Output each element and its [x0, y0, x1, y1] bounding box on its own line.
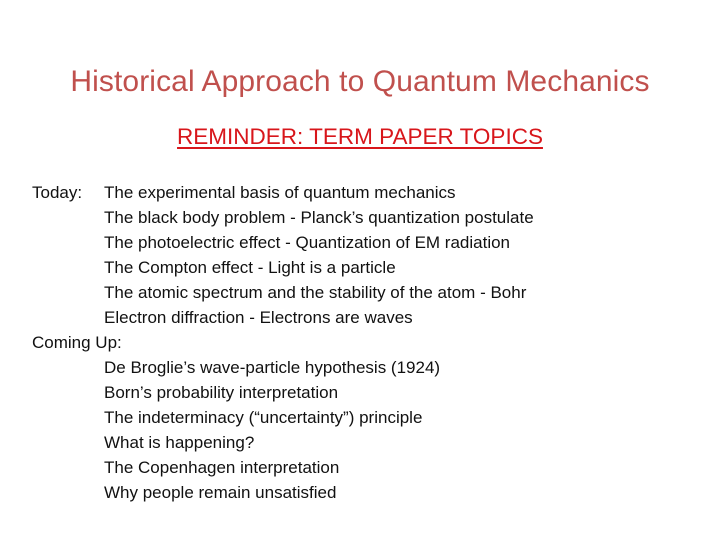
today-item: The black body problem - Planck’s quantization postulate — [104, 208, 534, 227]
slide-title: Historical Approach to Quantum Mechanics — [70, 65, 650, 98]
coming-up-row — [32, 455, 692, 480]
coming-up-item: The indeterminacy (“uncertainty”) principle — [104, 408, 423, 427]
today-item: The atomic spectrum and the stability of the atom - Bohr — [104, 283, 527, 302]
today-item: The Compton effect - Light is a particle — [104, 258, 396, 277]
today-row — [32, 305, 692, 330]
coming-up-row — [32, 480, 692, 505]
coming-up-row — [32, 405, 692, 430]
coming-up-row — [32, 380, 692, 405]
coming-up-item: Why people remain unsatisfied — [104, 483, 337, 502]
today-row — [32, 255, 692, 280]
today-row — [32, 205, 692, 230]
today-item: The photoelectric effect - Quantization of EM radiation — [104, 233, 511, 252]
today-row — [32, 230, 692, 255]
coming-up-label: Coming Up: — [32, 333, 122, 352]
coming-up-row — [32, 430, 692, 455]
coming-up-row — [32, 330, 692, 355]
slide-subtitle — [0, 122, 720, 152]
coming-up-item: De Broglie’s wave-particle hypothesis (1924) — [104, 358, 441, 377]
coming-up-item: The Copenhagen interpretation — [104, 458, 340, 477]
today-row — [32, 180, 692, 205]
today-row — [32, 280, 692, 305]
today-item: Electron diffraction - Electrons are waves — [104, 308, 413, 327]
coming-up-row — [32, 355, 692, 380]
coming-up-item: Born’s probability interpretation — [104, 383, 339, 402]
topic-list — [32, 180, 692, 505]
term-paper-topics-heading: REMINDER: TERM PAPER TOPICS — [177, 124, 543, 149]
coming-up-item: What is happening? — [104, 433, 255, 452]
today-item: The experimental basis of quantum mechanics — [104, 183, 456, 202]
today-label: Today: — [32, 183, 83, 202]
